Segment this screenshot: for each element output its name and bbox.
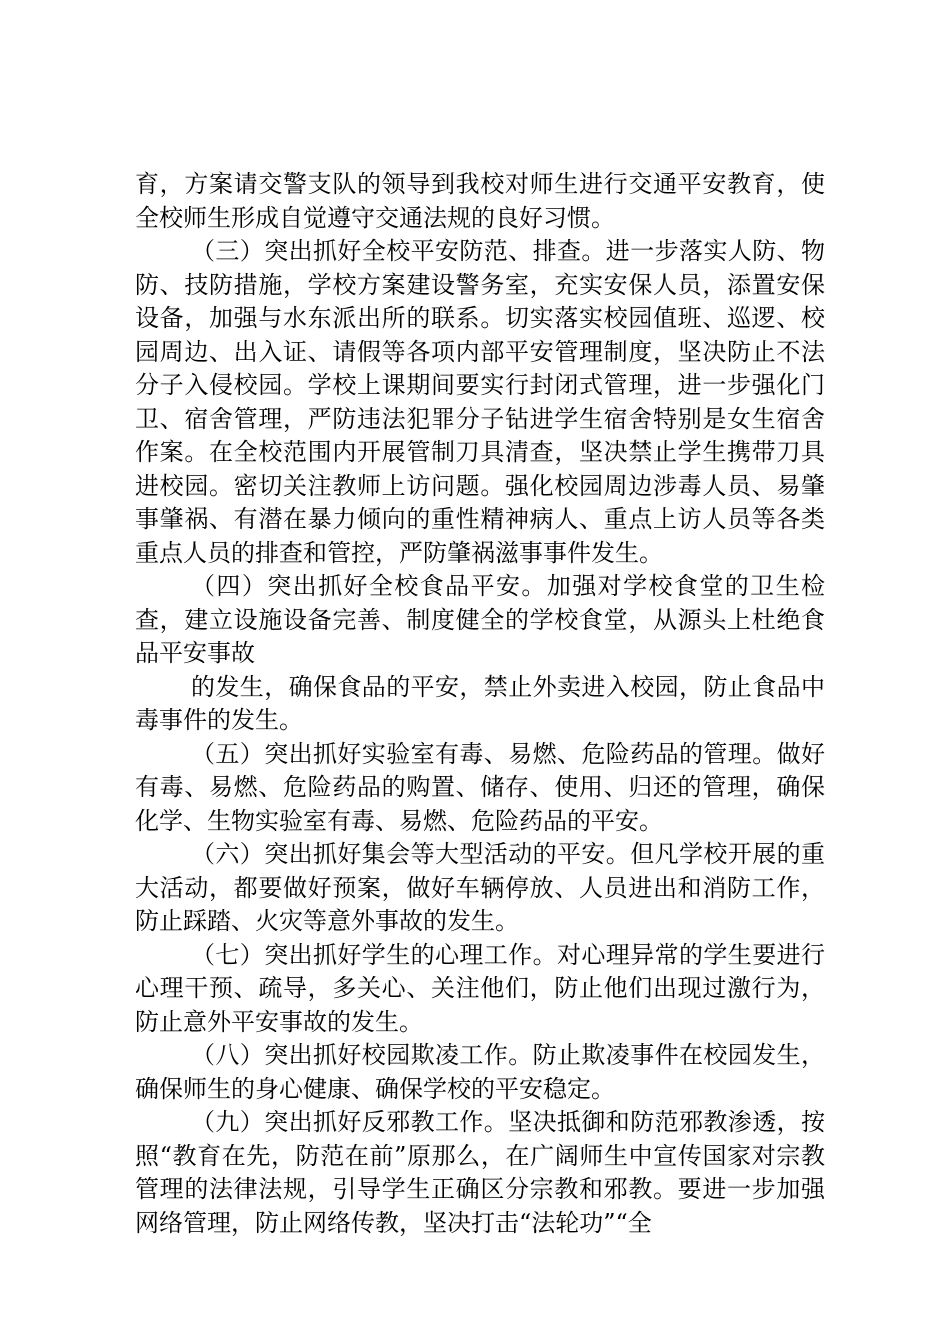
paragraph-section-4-food-safety: （四）突出抓好全校食品平安。加强对学校食堂的卫生检查，建立设施设备完善、制度健全的学校食堂，从源头上杜绝食品平安事故 [135,572,825,667]
paragraph-section-4-food-safety-continued: 的发生，确保食品的平安，禁止外卖进入校园，防止食品中毒事件的发生。 [135,672,825,734]
paragraph-section-8-anti-bullying: （八）突出抓好校园欺凌工作。防止欺凌事件在校园发生，确保师生的身心健康、确保学校的平安稳定。 [135,1041,825,1103]
paragraph-section-9-anti-cult: （九）突出抓好反邪教工作。坚决抵御和防范邪教渗透，按照“教育在先，防范在前”原那么，在广阔师生中宣传国家对宗教管理的法律法规，引导学生正确区分宗教和邪教。要进一步加强网络管理，防止网络传教，坚决打击“法轮功”“全 [135,1108,825,1237]
paragraph-section-6-large-events: （六）突出抓好集会等大型活动的平安。但凡学校开展的重大活动，都要做好预案，做好车辆停放、人员进出和消防工作，防止踩踏、火灾等意外事故的发生。 [135,840,825,935]
paragraph-section-3-safety-prevention: （三）突出抓好全校平安防范、排查。进一步落实人防、物防、技防措施，学校方案建设警务室，充实安保人员，添置安保设备，加强与水东派出所的联系。切实落实校园值班、巡逻、校园周边、出入证、请假等各项内部平安管理制度，坚决防止不法分子入侵校园。学校上课期间要实行封闭式管理，进一步强化门卫、宿舍管理，严防违法犯罪分子钻进学生宿舍特别是女生宿舍作案。在全校范围内开展管制刀具清查，坚决禁止学生携带刀具进校园。密切关注教师上访问题。强化校园周边涉毒人员、易肇事肇祸、有潜在暴力倾向的重性精神病人、重点上访人员等各类重点人员的排查和管控，严防肇祸滋事事件发生。 [135,237,825,567]
paragraph-section-7-mental-health: （七）突出抓好学生的心理工作。对心理异常的学生要进行心理干预、疏导，多关心、关注他们，防止他们出现过激行为，防止意外平安事故的发生。 [135,940,825,1036]
paragraph-continued-traffic-safety: 育，方案请交警支队的领导到我校对师生进行交通平安教育，使全校师生形成自觉遵守交通法规的良好习惯。 [135,170,825,232]
document-page [135,168,825,1240]
paragraph-section-5-lab-chemicals: （五）突出抓好实验室有毒、易燃、危险药品的管理。做好有毒、易燃、危险药品的购置、储存、使用、归还的管理，确保化学、生物实验室有毒、易燃、危险药品的平安。 [135,739,825,835]
